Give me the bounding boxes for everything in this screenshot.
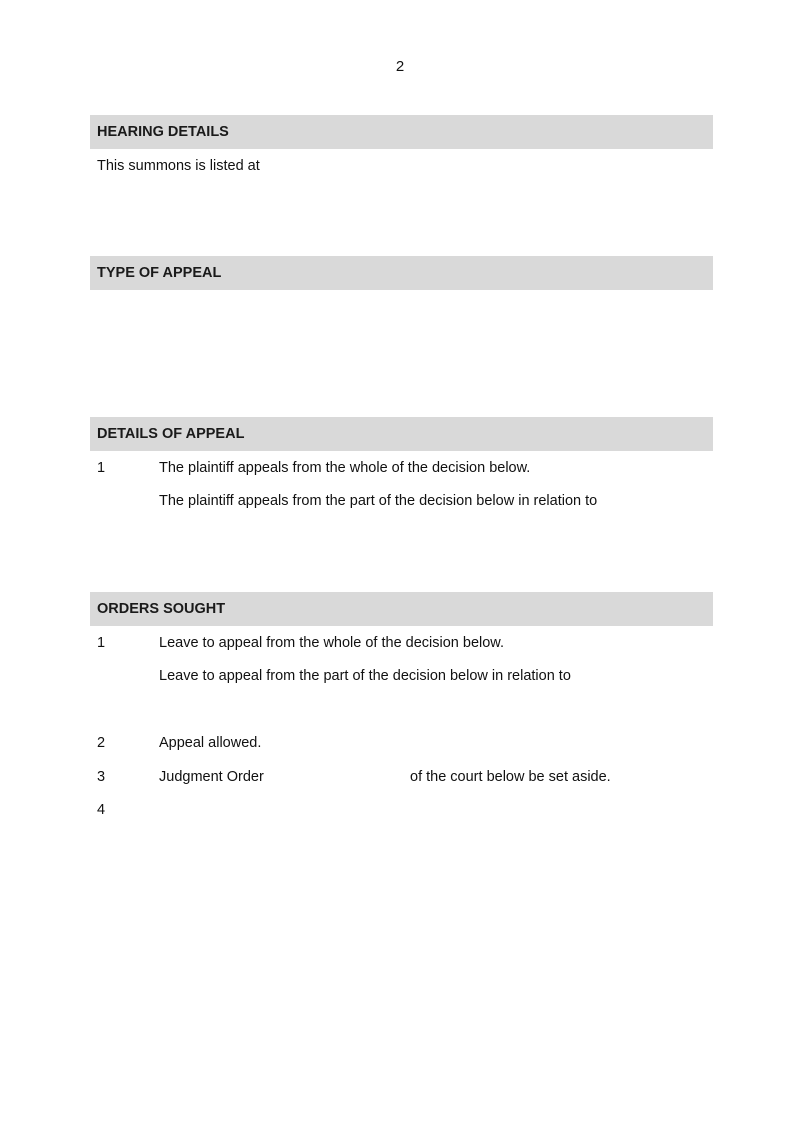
details-of-appeal-header (90, 417, 713, 451)
hearing-details-heading: HEARING DETAILS (97, 124, 229, 140)
order-item-number: 2 (97, 735, 106, 751)
order-judgment-order: Judgment Order (159, 769, 264, 785)
order-leave-whole: Leave to appeal from the whole of the decision below. (159, 635, 505, 651)
order-leave-part: Leave to appeal from the part of the decision below in relation to (159, 668, 571, 684)
type-of-appeal-header (90, 256, 713, 290)
order-item-number: 3 (97, 769, 106, 785)
page-number: 2 (395, 58, 405, 75)
order-set-aside: of the court below be set aside. (410, 769, 611, 785)
order-item-number: 1 (97, 635, 106, 651)
order-appeal-allowed: Appeal allowed. (159, 735, 262, 751)
details-whole-decision: The plaintiff appeals from the whole of the decision below. (159, 460, 531, 476)
details-item-number: 1 (97, 460, 106, 476)
orders-sought-header (90, 592, 713, 626)
orders-sought-heading: ORDERS SOUGHT (97, 601, 226, 617)
details-of-appeal-heading: DETAILS OF APPEAL (97, 426, 245, 442)
type-of-appeal-heading: TYPE OF APPEAL (97, 265, 222, 281)
hearing-details-header (90, 115, 713, 149)
order-item-number: 4 (97, 802, 106, 818)
hearing-details-text: This summons is listed at (97, 158, 260, 174)
details-part-decision: The plaintiff appeals from the part of the decision below in relation to (159, 493, 598, 509)
